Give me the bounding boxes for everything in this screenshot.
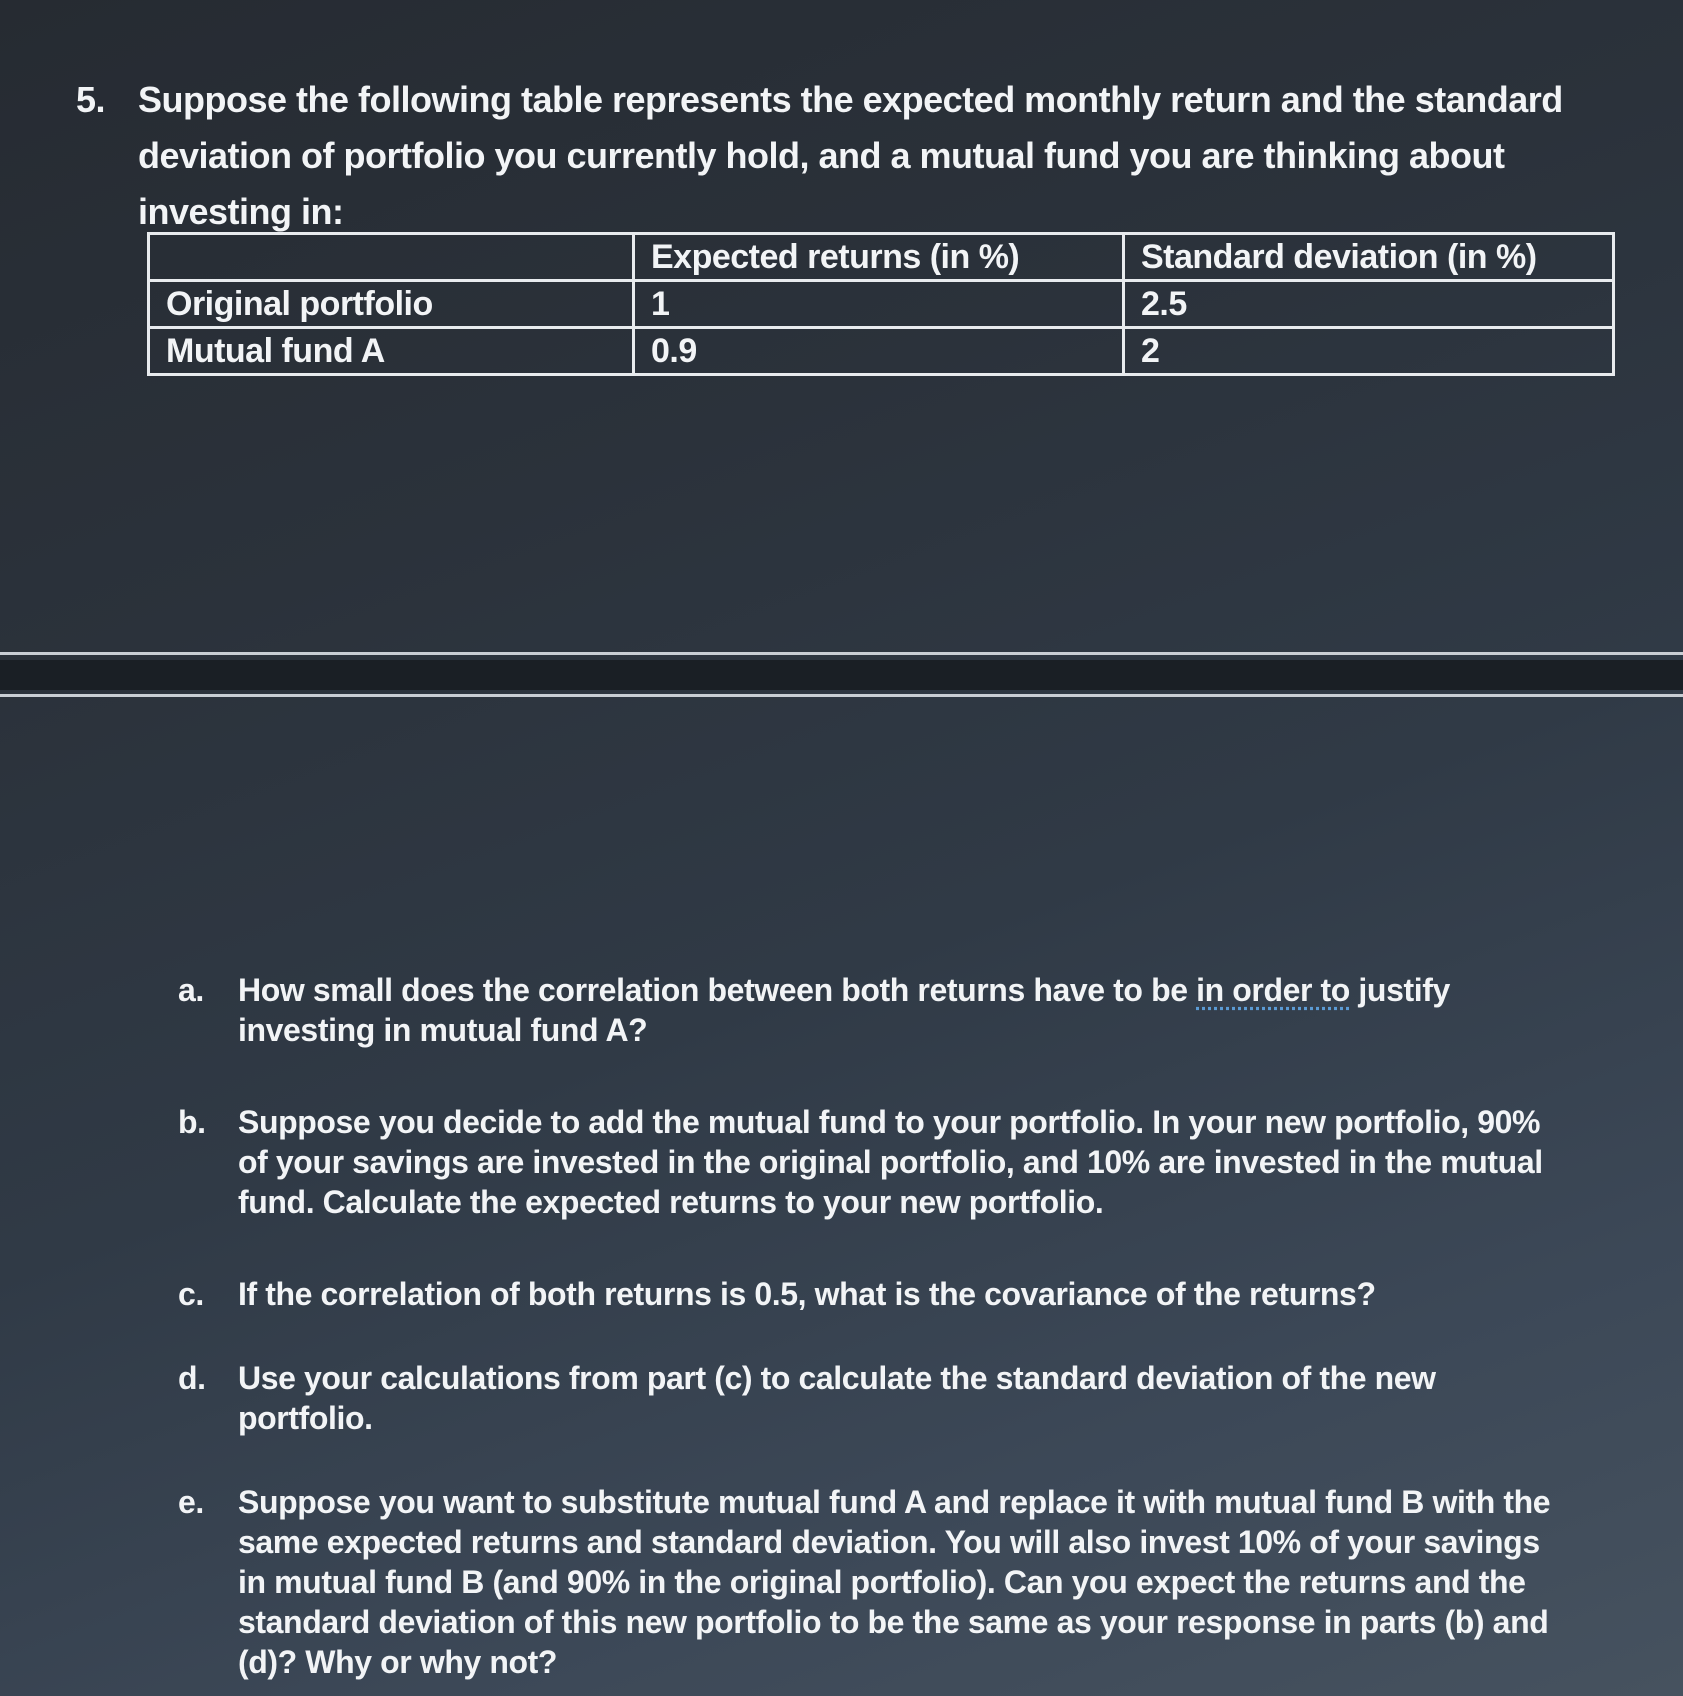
table-header-cell: Expected returns (in %) bbox=[634, 234, 1124, 281]
subquestion-text-part: justify investing in mutual fund A? bbox=[238, 972, 1450, 1048]
subquestion-text: Suppose you decide to add the mutual fund to your portfolio. In your new portfolio, 90% of your savings are invested in the original portfolio, and 10% are invested in the mutual fund. Calculate the expected returns to your new portfolio. bbox=[238, 1104, 1543, 1220]
table-cell: 2 bbox=[1124, 328, 1614, 375]
subquestion-text: If the correlation of both returns is 0.5, what is the covariance of the returns? bbox=[238, 1276, 1376, 1312]
subquestion-text: Use your calculations from part (c) to calculate the standard deviation of the new portfolio. bbox=[238, 1360, 1436, 1436]
subquestion-a bbox=[178, 970, 1578, 1050]
table-row bbox=[149, 281, 1614, 328]
page-divider-top bbox=[0, 652, 1683, 655]
page-divider-band bbox=[0, 660, 1683, 690]
table-cell: 0.9 bbox=[634, 328, 1124, 375]
subquestion-letter: e. bbox=[178, 1484, 204, 1520]
table-cell: Original portfolio bbox=[149, 281, 634, 328]
question-text: Suppose the following table represents the expected monthly return and the standard deviation of portfolio you currently hold, and a mutual fund you are thinking about investing in: bbox=[138, 79, 1563, 232]
table-row bbox=[149, 328, 1614, 375]
subquestion-list bbox=[178, 970, 1578, 1682]
returns-table bbox=[147, 232, 1615, 376]
question-heading bbox=[76, 72, 1636, 240]
subquestion-text-part: How small does the correlation between both returns have to be bbox=[238, 972, 1197, 1008]
subquestion-d bbox=[178, 1358, 1578, 1438]
subquestion-b bbox=[178, 1102, 1578, 1222]
subquestion-e bbox=[178, 1482, 1578, 1682]
page-divider-bottom bbox=[0, 694, 1683, 697]
subquestion-c bbox=[178, 1274, 1578, 1314]
subquestion-letter: c. bbox=[178, 1276, 204, 1312]
subquestion-text: Suppose you want to substitute mutual fund A and replace it with mutual fund B with the same expected returns and standard deviation. You will also invest 10% of your savings in mutual fund B (and 90% in the original portfolio). Can you expect the returns and the standard deviation of this new portfolio to be the same as your response in parts (b) and (d)? Why or why not? bbox=[238, 1484, 1551, 1680]
subquestion-text bbox=[238, 970, 1578, 1050]
table-header-cell bbox=[149, 234, 634, 281]
table-cell: 1 bbox=[634, 281, 1124, 328]
subquestion-letter: a. bbox=[178, 972, 204, 1008]
table-header-cell: Standard deviation (in %) bbox=[1124, 234, 1614, 281]
question-number: 5. bbox=[76, 79, 106, 120]
table-header-row bbox=[149, 234, 1614, 281]
table-cell: Mutual fund A bbox=[149, 328, 634, 375]
grammar-flagged-phrase[interactable]: in order to bbox=[1196, 972, 1350, 1008]
subquestion-letter: b. bbox=[178, 1104, 206, 1140]
table-cell: 2.5 bbox=[1124, 281, 1614, 328]
subquestion-letter: d. bbox=[178, 1360, 206, 1396]
